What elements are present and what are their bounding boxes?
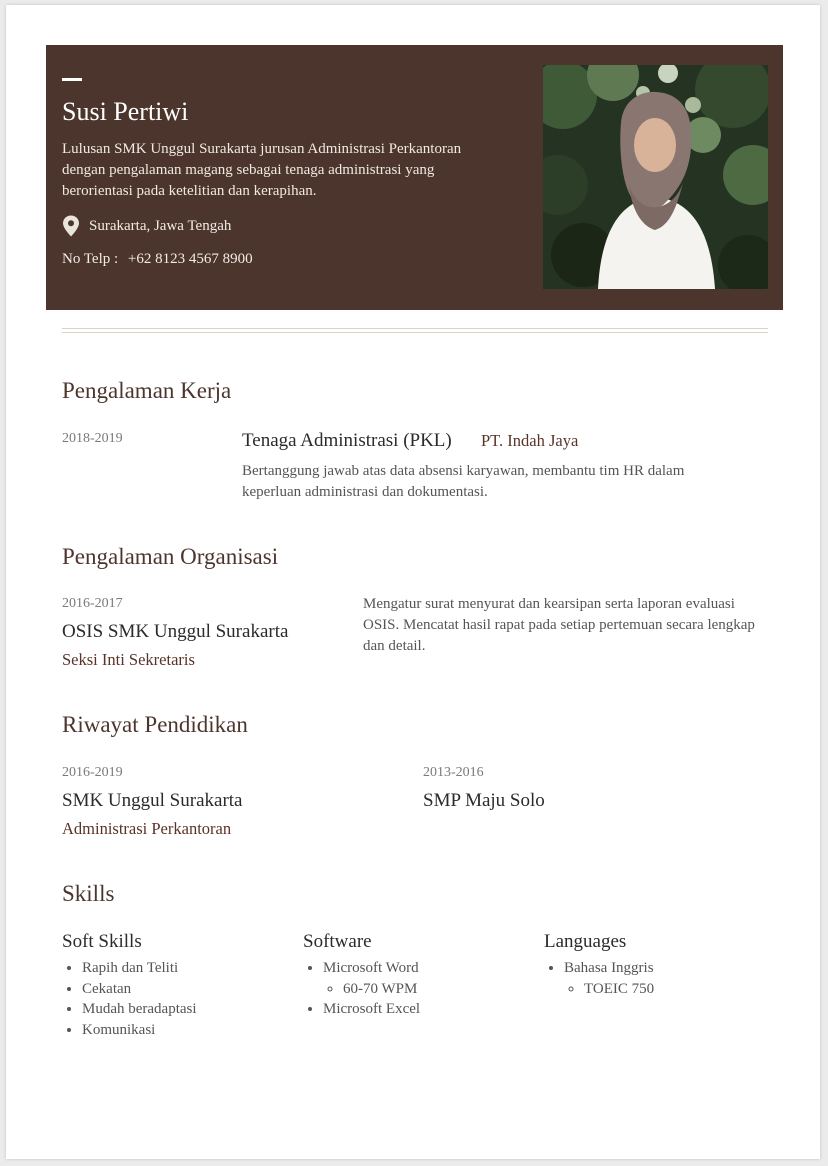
profile-photo-illustration <box>543 65 768 289</box>
sub-list <box>564 979 764 1000</box>
phone-line <box>62 251 253 268</box>
location-line <box>62 215 231 237</box>
phone-label: No Telp : <box>62 251 119 267</box>
list-item: • Mudah beradaptasi <box>82 999 282 1020</box>
organization-section-title: Pengalaman Organisasi <box>62 544 279 569</box>
list-item: • Komunikasi <box>82 1020 282 1041</box>
profile-header <box>46 45 783 310</box>
education-school: SMK Unggul Surakarta <box>62 790 243 811</box>
education-years: 2013-2016 <box>423 765 484 780</box>
header-divider-bottom <box>62 332 768 333</box>
list-item-label: Microsoft Word <box>323 960 419 976</box>
soft-skills-list <box>62 958 282 1040</box>
languages-column <box>544 931 764 999</box>
list-item: • Microsoft Excel <box>323 999 523 1020</box>
education-major: Administrasi Perkantoran <box>62 819 232 838</box>
organization-position: Seksi Inti Sekretaris <box>62 650 195 669</box>
list-item <box>323 958 523 999</box>
soft-skills-column <box>62 931 282 1040</box>
header-accent-dash <box>62 78 82 81</box>
software-column <box>303 931 523 1020</box>
software-title: Software <box>303 931 372 952</box>
skills-section-title: Skills <box>62 881 115 906</box>
candidate-name: Susi Pertiwi <box>62 97 189 126</box>
header-divider-top <box>62 328 768 329</box>
languages-title: Languages <box>544 931 627 952</box>
work-section-title: Pengalaman Kerja <box>62 378 232 403</box>
list-item: • Rapih dan Teliti <box>82 958 282 979</box>
location-text: Surakarta, Jawa Tengah <box>89 217 232 234</box>
education-school: SMP Maju Solo <box>423 790 545 811</box>
work-role: Tenaga Administrasi (PKL) <box>242 430 452 451</box>
list-item-label: Bahasa Inggris <box>564 960 654 976</box>
organization-description: Mengatur surat menyurat dan kearsipan serta laporan evaluasi OSIS. Mencatat hasil rapat pada setiap pertemuan secara lengkap dan detail. <box>363 596 755 654</box>
languages-list <box>544 958 764 999</box>
work-description: Bertanggung jawab atas data absensi karyawan, membantu tim HR dalam keperluan administrasi dan dokumentasi. <box>242 463 685 500</box>
software-list <box>303 958 523 1020</box>
list-item: ◦ TOEIC 750 <box>584 979 764 1000</box>
list-item: ◦ 60-70 WPM <box>343 979 523 1000</box>
organization-name: OSIS SMK Unggul Surakarta <box>62 621 289 642</box>
soft-skills-title: Soft Skills <box>62 931 142 952</box>
organization-years: 2016-2017 <box>62 596 123 611</box>
phone-number: +62 8123 4567 8900 <box>127 251 253 267</box>
profile-photo <box>543 65 768 289</box>
education-years: 2016-2019 <box>62 765 123 780</box>
location-pin-icon <box>62 215 80 237</box>
sub-list <box>323 979 523 1000</box>
work-company: PT. Indah Jaya <box>481 431 579 450</box>
work-years: 2018-2019 <box>62 431 123 446</box>
list-item: • Cekatan <box>82 979 282 1000</box>
profile-summary: Lulusan SMK Unggul Surakarta jurusan Administrasi Perkantoran dengan pengalaman magang sebagai tenaga administrasi yang berorientasi pada ketelitian dan kerapihan. <box>62 141 462 199</box>
education-section-title: Riwayat Pendidikan <box>62 712 248 737</box>
list-item <box>564 958 764 999</box>
